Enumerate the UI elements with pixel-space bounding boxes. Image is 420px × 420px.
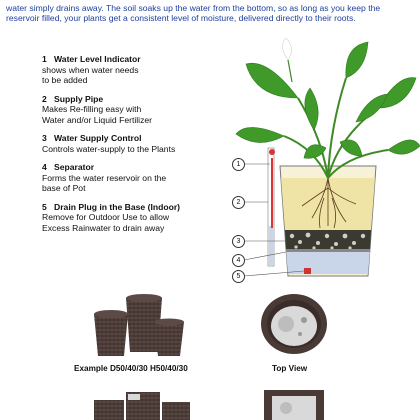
feature-title: Water Supply Control xyxy=(54,133,142,143)
example-caption: Example D50/40/30 H50/40/30 xyxy=(74,364,188,373)
feature-title: Drain Plug in the Base (Indoor) xyxy=(54,201,181,212)
feature-number: 3 xyxy=(42,133,47,143)
feature-number: 2 xyxy=(42,93,47,104)
feature-item-supply-pipe xyxy=(42,94,232,126)
feature-item-drain-plug xyxy=(42,202,232,234)
feature-number: 1 xyxy=(42,54,47,64)
feature-item-water-level xyxy=(42,54,232,86)
feature-description: Controls water-supply to the Plants xyxy=(42,143,176,154)
feature-description: shows when water needs to be added xyxy=(42,64,139,85)
feature-title: Separator xyxy=(54,162,95,172)
planter-top-view-photo xyxy=(260,294,328,356)
intro-paragraph xyxy=(6,0,416,23)
plant-cross-section-diagram xyxy=(228,38,420,288)
feature-description: Forms the water reservoir on the base of Pot xyxy=(42,172,167,193)
callout-4: 4 xyxy=(232,254,245,267)
callout-1: 1 xyxy=(232,158,245,171)
square-wicker-planters-photo xyxy=(88,388,198,420)
callout-2: 2 xyxy=(232,196,245,209)
feature-list xyxy=(42,54,232,241)
feature-number: 4 xyxy=(42,162,47,172)
feature-item-separator xyxy=(42,162,232,194)
square-planter-top-view-photo xyxy=(262,388,326,420)
intro-line-2: reservoir filled, your plants get a consistent level of moisture, delivered directly to their roots. xyxy=(6,13,356,23)
feature-number: 5 xyxy=(42,201,47,212)
top-view-caption: Top View xyxy=(272,364,308,373)
feature-title: Water Level Indicator xyxy=(54,54,141,64)
callout-5: 5 xyxy=(232,270,245,283)
feature-item-water-supply-control xyxy=(42,133,232,154)
feature-title: Supply Pipe xyxy=(54,93,104,104)
callout-3: 3 xyxy=(232,235,245,248)
wicker-planters-photo xyxy=(88,292,198,358)
feature-description: Makes Re-filling easy with Water and/or Liquid Fertilizer xyxy=(42,104,153,125)
intro-line-1: water simply drains away. The soil soaks up the water from the bottom, so as long as you keep the xyxy=(6,3,381,13)
feature-description: Remove for Outdoor Use to allow Excess Rainwater to drain away xyxy=(42,212,170,233)
